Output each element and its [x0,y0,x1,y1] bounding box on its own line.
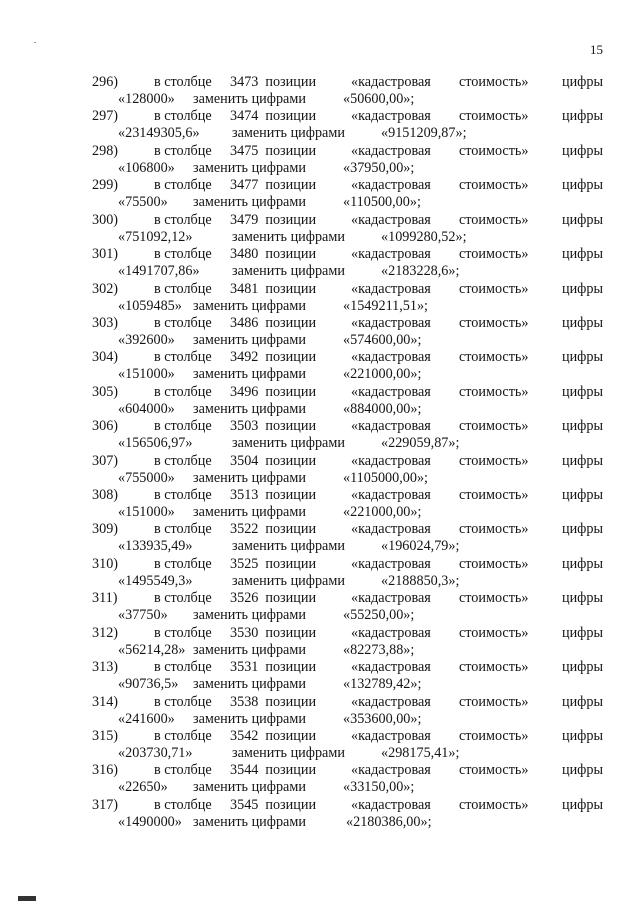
cost-word: стоимость» [459,659,529,676]
cost-word: стоимость» [459,796,529,813]
scan-edge-mark [18,896,36,901]
replace-phrase: заменить цифрами [232,435,345,452]
column-phrase: в столбце [154,74,212,90]
cost-word: стоимость» [459,211,529,228]
item-number: 308) [92,487,119,504]
digits-word: цифры [562,349,604,366]
list-item [0,108,640,142]
position-number-value: 3538 [230,693,259,710]
column-phrase: в столбце [154,108,212,125]
cadastral-word: «кадастровая [351,693,431,710]
item-number: 297) [92,108,119,125]
column-phrase: в столбце [154,624,212,641]
list-item [0,625,640,659]
cadastral-word: «кадастровая [351,74,431,90]
position-number-value: 3544 [230,762,259,779]
replace-phrase: заменить цифрами [193,504,306,521]
new-value: «1105000,00»; [343,469,428,486]
old-value: «106800» [118,159,175,176]
cost-word: стоимость» [459,246,529,263]
list-item [0,487,640,521]
digits-word: цифры [562,487,604,504]
digits-word: цифры [562,177,604,194]
list-item [0,762,640,796]
position-word: позиции [265,246,317,263]
cadastral-word: «кадастровая [351,796,431,813]
replace-phrase: заменить цифрами [193,331,306,348]
replace-phrase: заменить цифрами [193,641,306,658]
new-value: «2188850,3»; [381,572,460,589]
position-word: позиции [265,108,317,125]
cadastral-word: «кадастровая [351,521,431,538]
cadastral-word: «кадастровая [351,590,431,607]
position-word: позиции [265,142,317,159]
old-value: «75500» [118,194,168,211]
cost-word: стоимость» [459,521,529,538]
column-phrase: в столбце [154,762,212,779]
position-number [230,315,316,332]
position-number-value: 3504 [230,452,259,469]
cost-word: стоимость» [459,728,529,745]
cadastral-word: «кадастровая [351,211,431,228]
new-value: «9151209,87»; [381,125,467,142]
item-number: 305) [92,383,119,400]
list-item [0,349,640,383]
new-value: «1099280,52»; [381,228,467,245]
old-value: «156506,97» [118,435,193,452]
digits-word: цифры [562,693,604,710]
old-value: «22650» [118,779,168,796]
new-value: «132789,42»; [343,676,422,693]
position-word: позиции [265,624,317,641]
cadastral-word: «кадастровая [351,762,431,779]
digits-word: цифры [562,796,604,813]
list-item [0,281,640,315]
digits-word: цифры [562,418,604,435]
cost-word: стоимость» [459,383,529,400]
column-phrase: в столбце [154,693,212,710]
position-number-value: 3479 [230,211,259,228]
new-value: «37950,00»; [343,159,415,176]
cost-word: стоимость» [459,74,529,90]
list-item [0,659,640,693]
item-number: 317) [92,796,119,813]
position-number-value: 3486 [230,314,259,331]
position-number [230,349,316,366]
item-number: 311) [92,590,118,607]
old-value: «1059485» [118,297,182,314]
column-phrase: в столбце [154,796,212,813]
column-phrase: в столбце [154,487,212,504]
position-number-value: 3525 [230,555,259,572]
replace-phrase: заменить цифрами [193,297,306,314]
new-value: «221000,00»; [343,366,422,383]
item-number: 313) [92,659,119,676]
replace-phrase: заменить цифрами [193,91,306,107]
cost-word: стоимость» [459,108,529,125]
position-word: позиции [265,349,317,366]
position-word: позиции [265,74,317,90]
position-number [230,659,316,676]
digits-word: цифры [562,452,604,469]
replace-phrase: заменить цифрами [193,400,306,417]
old-value: «128000» [118,91,175,107]
position-number-value: 3526 [230,590,259,607]
replace-phrase: заменить цифрами [193,779,306,796]
digits-word: цифры [562,280,604,297]
item-number: 307) [92,452,119,469]
position-number-value: 3481 [230,280,259,297]
item-number: 309) [92,521,119,538]
replace-phrase: заменить цифрами [193,607,306,624]
position-number [230,521,316,538]
position-number-value: 3522 [230,521,259,538]
list-item [0,74,640,108]
position-number-value: 3503 [230,418,259,435]
replace-phrase: заменить цифрами [232,263,345,280]
position-word: позиции [265,177,317,194]
position-word: позиции [265,728,317,745]
cost-word: стоимость» [459,142,529,159]
old-value: «37750» [118,607,168,624]
new-value: «574600,00»; [343,331,422,348]
position-number [230,590,316,607]
replace-phrase: заменить цифрами [193,366,306,383]
list-item [0,453,640,487]
scan-speck [34,42,36,43]
list-item [0,246,640,280]
column-phrase: в столбце [154,314,212,331]
item-number: 316) [92,762,119,779]
list-item [0,521,640,555]
position-number-value: 3480 [230,246,259,263]
cadastral-word: «кадастровая [351,246,431,263]
position-number [230,797,316,814]
page-number: 15 [590,42,603,57]
old-value: «1495549,3» [118,572,193,589]
replace-phrase: заменить цифрами [232,125,345,142]
new-value: «50600,00»; [343,91,415,107]
item-number: 312) [92,624,119,641]
column-phrase: в столбце [154,349,212,366]
column-phrase: в столбце [154,728,212,745]
old-value: «23149305,6» [118,125,200,142]
item-number: 301) [92,246,119,263]
item-number: 302) [92,280,119,297]
cost-word: стоимость» [459,177,529,194]
list-item [0,556,640,590]
position-word: позиции [265,314,317,331]
position-word: позиции [265,521,317,538]
list-item [0,177,640,211]
cost-word: стоимость» [459,418,529,435]
digits-word: цифры [562,314,604,331]
position-number [230,556,316,573]
item-number: 315) [92,728,119,745]
digits-word: цифры [562,108,604,125]
column-phrase: в столбце [154,177,212,194]
replace-phrase: заменить цифрами [193,710,306,727]
item-number: 306) [92,418,119,435]
position-word: позиции [265,487,317,504]
replace-phrase: заменить цифрами [193,194,306,211]
list-item [0,418,640,452]
cadastral-word: «кадастровая [351,624,431,641]
column-phrase: в столбце [154,211,212,228]
position-number-value: 3530 [230,624,259,641]
position-word: позиции [265,452,317,469]
old-value: «1490000» [118,813,182,830]
position-word: позиции [265,418,317,435]
column-phrase: в столбце [154,452,212,469]
cadastral-word: «кадастровая [351,349,431,366]
digits-word: цифры [562,211,604,228]
cost-word: стоимость» [459,314,529,331]
position-word: позиции [265,590,317,607]
old-value: «604000» [118,400,175,417]
new-value: «229059,87»; [381,435,460,452]
cadastral-word: «кадастровая [351,418,431,435]
list-item [0,797,640,831]
replace-phrase: заменить цифрами [232,228,345,245]
position-number-value: 3531 [230,659,259,676]
column-phrase: в столбце [154,280,212,297]
position-number-value: 3496 [230,383,259,400]
position-number [230,487,316,504]
position-number [230,212,316,229]
position-number [230,384,316,401]
old-value: «56214,28» [118,641,186,658]
digits-word: цифры [562,383,604,400]
list-item [0,590,640,624]
position-word: позиции [265,762,317,779]
new-value: «33150,00»; [343,779,415,796]
cadastral-word: «кадастровая [351,280,431,297]
item-number: 310) [92,555,119,572]
cadastral-word: «кадастровая [351,383,431,400]
position-number [230,177,316,194]
item-number: 303) [92,314,119,331]
item-number: 304) [92,349,119,366]
position-number [230,728,316,745]
position-number [230,625,316,642]
old-value: «203730,71» [118,745,193,762]
new-value: «298175,41»; [381,745,460,762]
position-number [230,246,316,263]
cadastral-word: «кадастровая [351,177,431,194]
position-number-value: 3474 [230,108,259,125]
cost-word: стоимость» [459,624,529,641]
digits-word: цифры [562,74,604,90]
old-value: «151000» [118,366,175,383]
position-number-value: 3475 [230,142,259,159]
digits-word: цифры [562,142,604,159]
position-number [230,694,316,711]
new-value: «221000,00»; [343,504,422,521]
position-word: позиции [265,555,317,572]
old-value: «133935,49» [118,538,193,555]
digits-word: цифры [562,728,604,745]
cadastral-word: «кадастровая [351,659,431,676]
old-value: «241600» [118,710,175,727]
column-phrase: в столбце [154,521,212,538]
column-phrase: в столбце [154,418,212,435]
new-value: «1549211,51»; [343,297,428,314]
old-value: «751092,12» [118,228,193,245]
digits-word: цифры [562,246,604,263]
cost-word: стоимость» [459,693,529,710]
position-number [230,762,316,779]
digits-word: цифры [562,555,604,572]
cost-word: стоимость» [459,555,529,572]
cadastral-word: «кадастровая [351,555,431,572]
cadastral-word: «кадастровая [351,142,431,159]
cost-word: стоимость» [459,280,529,297]
column-phrase: в столбце [154,555,212,572]
position-word: позиции [265,796,317,813]
column-phrase: в столбце [154,659,212,676]
old-value: «151000» [118,504,175,521]
position-number-value: 3513 [230,487,259,504]
position-number [230,281,316,298]
amendment-list [0,74,640,831]
replace-phrase: заменить цифрами [193,813,306,830]
replace-phrase: заменить цифрами [193,159,306,176]
old-value: «90736,5» [118,676,179,693]
new-value: «2183228,6»; [381,263,460,280]
new-value: «55250,00»; [343,607,415,624]
cost-word: стоимость» [459,762,529,779]
replace-phrase: заменить цифрами [193,469,306,486]
cost-word: стоимость» [459,590,529,607]
position-word: позиции [265,383,317,400]
cadastral-word: «кадастровая [351,452,431,469]
old-value: «392600» [118,331,175,348]
replace-phrase: заменить цифрами [193,676,306,693]
position-word: позиции [265,659,317,676]
list-item [0,143,640,177]
position-word: позиции [265,693,317,710]
column-phrase: в столбце [154,142,212,159]
digits-word: цифры [562,590,604,607]
position-word: позиции [265,211,317,228]
column-phrase: в столбце [154,590,212,607]
new-value: «110500,00»; [343,194,421,211]
item-number: 298) [92,142,119,159]
cadastral-word: «кадастровая [351,487,431,504]
cost-word: стоимость» [459,349,529,366]
column-phrase: в столбце [154,383,212,400]
column-phrase: в столбце [154,246,212,263]
position-word: позиции [265,280,317,297]
new-value: «2180386,00»; [346,813,432,830]
new-value: «82273,88»; [343,641,415,658]
position-number [230,143,316,160]
old-value: «1491707,86» [118,263,200,280]
list-item [0,212,640,246]
cadastral-word: «кадастровая [351,314,431,331]
digits-word: цифры [562,624,604,641]
cost-word: стоимость» [459,452,529,469]
position-number [230,418,316,435]
list-item [0,694,640,728]
new-value: «196024,79»; [381,538,460,555]
new-value: «353600,00»; [343,710,422,727]
position-number [230,453,316,470]
cadastral-word: «кадастровая [351,728,431,745]
position-number-value: 3545 [230,796,259,813]
digits-word: цифры [562,659,604,676]
replace-phrase: заменить цифрами [232,538,345,555]
item-number: 300) [92,211,119,228]
item-number: 299) [92,177,119,194]
replace-phrase: заменить цифрами [232,745,345,762]
old-value: «755000» [118,469,175,486]
replace-phrase: заменить цифрами [232,572,345,589]
cadastral-word: «кадастровая [351,108,431,125]
list-item [0,728,640,762]
new-value: «884000,00»; [343,400,422,417]
list-item [0,384,640,418]
position-number-value: 3492 [230,349,259,366]
position-number-value: 3477 [230,177,259,194]
position-number [230,74,316,91]
position-number-value: 3542 [230,728,259,745]
item-number: 296) [92,74,119,90]
digits-word: цифры [562,762,604,779]
item-number: 314) [92,693,119,710]
list-item [0,315,640,349]
digits-word: цифры [562,521,604,538]
position-number [230,108,316,125]
position-number-value: 3473 [230,74,259,90]
cost-word: стоимость» [459,487,529,504]
